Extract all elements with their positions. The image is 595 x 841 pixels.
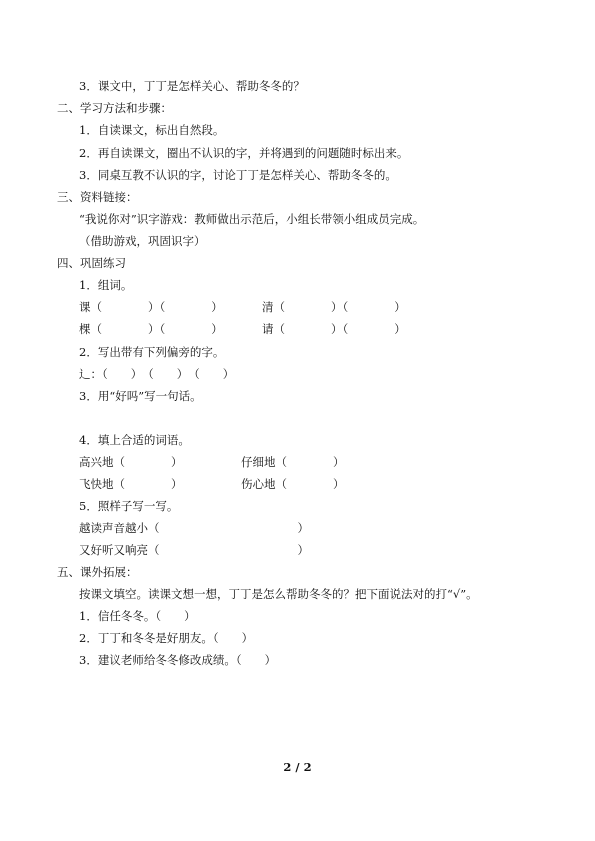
exercise-1-title: 1．组词。 xyxy=(79,278,133,292)
exercise-5-title: 5．照样子写一写。 xyxy=(79,499,179,513)
pattern-example-2: 又好听又响亮（ ） xyxy=(79,543,309,557)
adverb-zixi: 仔细地（ ） xyxy=(241,455,345,469)
word-group-ke-tree: 棵（ ）（ ） xyxy=(79,322,223,336)
word-group-ke: 课（ ）（ ） xyxy=(79,300,223,314)
radical-row: 辶：（ ） （ ） （ ） xyxy=(79,367,235,381)
section-4-heading: 四、巩固练习 xyxy=(57,256,126,270)
statement-3: 3．建议老师给冬冬修改成绩。（ ） xyxy=(79,653,277,667)
step-3: 3．同桌互教不认识的字，讨论丁丁是怎样关心、帮助冬冬的。 xyxy=(79,168,397,182)
section-5-heading: 五、课外拓展： xyxy=(57,565,138,579)
game-note: （借助游戏，巩固识字） xyxy=(79,234,206,248)
pattern-example-1: 越读声音越小（ ） xyxy=(79,521,309,535)
extension-intro: 按课文填空。读课文想一想，丁丁是怎么帮助冬冬的？把下面说法对的打“√”。 xyxy=(79,587,478,601)
adverb-gaoxing: 高兴地（ ） xyxy=(79,455,183,469)
section-2-heading: 二、学习方法和步骤： xyxy=(57,101,172,115)
step-2: 2．再自读课文，圈出不认识的字，并将遇到的问题随时标出来。 xyxy=(79,146,409,160)
game-description: “我说你对”识字游戏：教师做出示范后，小组长带领小组成员完成。 xyxy=(79,212,425,226)
step-1: 1．自读课文，标出自然段。 xyxy=(79,123,225,137)
exercise-3-title: 3．用“好吗”写一句话。 xyxy=(79,389,202,403)
adverb-shangxin: 伤心地（ ） xyxy=(241,477,345,491)
word-group-qing: 清（ ）（ ） xyxy=(262,300,406,314)
question-3: 3．课文中，丁丁是怎样关心、帮助冬冬的？ xyxy=(79,79,305,93)
statement-2: 2．丁丁和冬冬是好朋友。（ ） xyxy=(79,631,254,645)
adverb-feikuai: 飞快地（ ） xyxy=(79,477,183,491)
exercise-4-title: 4．填上合适的词语。 xyxy=(79,433,190,447)
word-group-qing-please: 请（ ）（ ） xyxy=(262,322,406,336)
statement-1: 1．信任冬冬。（ ） xyxy=(79,609,196,623)
page-number: 2 / 2 xyxy=(283,760,312,774)
section-3-heading: 三、资料链接： xyxy=(57,190,138,204)
exercise-2-title: 2．写出带有下列偏旁的字。 xyxy=(79,345,225,359)
